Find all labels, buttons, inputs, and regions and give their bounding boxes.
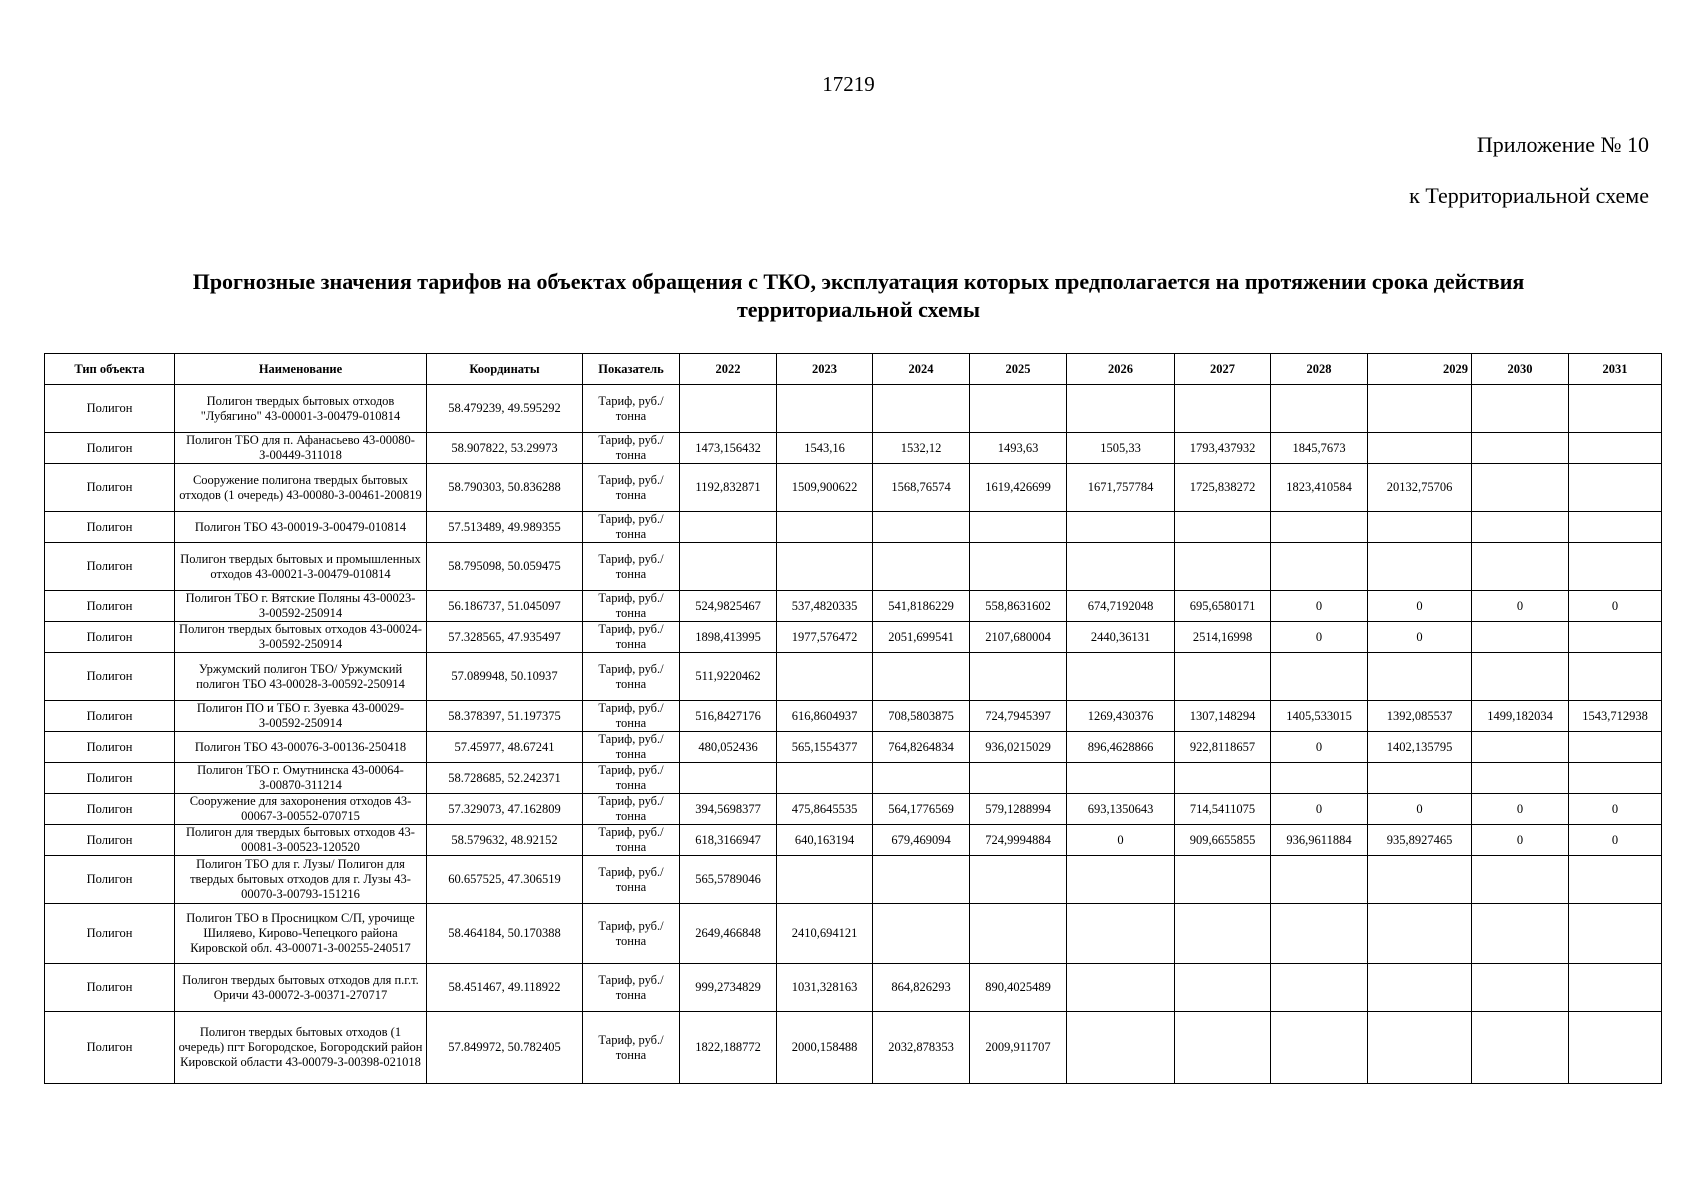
object-type-cell: Полигон — [45, 1012, 175, 1084]
tariff-value-cell — [873, 512, 970, 543]
tariff-value-cell: 2410,694121 — [777, 904, 873, 964]
object-name-cell: Полигон твердых бытовых отходов 43-00024-З-00592-250914 — [175, 622, 427, 653]
table-row — [45, 591, 1662, 622]
object-type-cell: Полигон — [45, 794, 175, 825]
tariff-value-cell: 1192,832871 — [680, 464, 777, 512]
coordinates-cell: 57.513489, 49.989355 — [427, 512, 583, 543]
tariff-value-cell — [1368, 763, 1472, 794]
tariff-value-cell — [1067, 856, 1175, 904]
tariff-value-cell: 0 — [1368, 794, 1472, 825]
tariff-value-cell — [1472, 543, 1569, 591]
appendix-subtitle: к Территориальной схеме — [1409, 183, 1649, 208]
coordinates-cell: 60.657525, 47.306519 — [427, 856, 583, 904]
tariff-value-cell: 618,3166947 — [680, 825, 777, 856]
object-name-cell: Полигон для твердых бытовых отходов 43-00081-З-00523-120520 — [175, 825, 427, 856]
metric-cell: Тариф, руб./тонна — [583, 591, 680, 622]
tariff-value-cell — [680, 385, 777, 433]
object-name-cell: Полигон твердых бытовых отходов для п.г.т. Оричи 43-00072-З-00371-270717 — [175, 964, 427, 1012]
tariff-value-cell: 1532,12 — [873, 433, 970, 464]
tariff-value-cell — [1368, 856, 1472, 904]
tariff-value-cell — [1067, 653, 1175, 701]
coordinates-cell: 58.451467, 49.118922 — [427, 964, 583, 1012]
tariff-value-cell — [1067, 385, 1175, 433]
table-row — [45, 1012, 1662, 1084]
tariff-value-cell: 2514,16998 — [1175, 622, 1271, 653]
tariff-value-cell — [1067, 964, 1175, 1012]
tariff-value-cell — [1368, 433, 1472, 464]
tariff-value-cell — [1271, 512, 1368, 543]
table-header-row — [45, 354, 1662, 385]
object-name-cell: Уржумский полигон ТБО/ Уржумский полигон ТБО 43-00028-З-00592-250914 — [175, 653, 427, 701]
tariff-value-cell: 1499,182034 — [1472, 701, 1569, 732]
tariff-value-cell — [1569, 543, 1662, 591]
object-name-cell: Полигон твердых бытовых отходов "Лубягино" 43-00001-З-00479-010814 — [175, 385, 427, 433]
column-header: Показатель — [583, 354, 680, 385]
tariff-value-cell — [1067, 1012, 1175, 1084]
coordinates-cell: 57.849972, 50.782405 — [427, 1012, 583, 1084]
object-type-cell: Полигон — [45, 653, 175, 701]
tariff-value-cell: 1505,33 — [1067, 433, 1175, 464]
metric-cell: Тариф, руб./тонна — [583, 732, 680, 763]
table-row — [45, 512, 1662, 543]
tariff-value-cell: 1898,413995 — [680, 622, 777, 653]
tariff-value-cell: 516,8427176 — [680, 701, 777, 732]
coordinates-cell: 57.089948, 50.10937 — [427, 653, 583, 701]
tariff-value-cell: 1269,430376 — [1067, 701, 1175, 732]
tariff-value-cell — [1175, 1012, 1271, 1084]
column-header: 2025 — [970, 354, 1067, 385]
coordinates-cell: 58.479239, 49.595292 — [427, 385, 583, 433]
table-row — [45, 433, 1662, 464]
metric-cell: Тариф, руб./тонна — [583, 653, 680, 701]
tariff-value-cell: 579,1288994 — [970, 794, 1067, 825]
tariff-value-cell: 524,9825467 — [680, 591, 777, 622]
object-type-cell: Полигон — [45, 543, 175, 591]
tariff-value-cell: 1977,576472 — [777, 622, 873, 653]
tariff-value-cell — [1569, 904, 1662, 964]
tariff-value-cell — [1175, 964, 1271, 1012]
tariff-value-cell: 864,826293 — [873, 964, 970, 1012]
tariff-value-cell — [1271, 856, 1368, 904]
object-name-cell: Полигон ПО и ТБО г. Зуевка 43-00029-З-00592-250914 — [175, 701, 427, 732]
tariff-value-cell: 922,8118657 — [1175, 732, 1271, 763]
object-name-cell: Полигон ТБО в Просницком С/П, урочище Шиляево, Кирово-Чепецкого района Кировской обл. 43-00071-З-00255-240517 — [175, 904, 427, 964]
metric-cell: Тариф, руб./тонна — [583, 701, 680, 732]
coordinates-cell: 58.790303, 50.836288 — [427, 464, 583, 512]
tariff-value-cell — [1569, 512, 1662, 543]
table-body — [45, 385, 1662, 1084]
metric-cell: Тариф, руб./тонна — [583, 794, 680, 825]
tariff-value-cell: 724,7945397 — [970, 701, 1067, 732]
object-type-cell: Полигон — [45, 825, 175, 856]
tariff-value-cell — [777, 653, 873, 701]
object-type-cell: Полигон — [45, 591, 175, 622]
tariff-value-cell — [1368, 653, 1472, 701]
tariff-value-cell — [1271, 385, 1368, 433]
object-name-cell: Полигон ТБО 43-00019-З-00479-010814 — [175, 512, 427, 543]
tariff-value-cell — [1472, 512, 1569, 543]
tariff-value-cell: 0 — [1368, 622, 1472, 653]
coordinates-cell: 57.328565, 47.935497 — [427, 622, 583, 653]
tariff-value-cell: 1473,156432 — [680, 433, 777, 464]
tariff-value-cell — [873, 653, 970, 701]
tariff-value-cell — [1569, 964, 1662, 1012]
tariff-value-cell: 936,9611884 — [1271, 825, 1368, 856]
tariff-value-cell — [1368, 1012, 1472, 1084]
object-name-cell: Сооружение полигона твердых бытовых отходов (1 очередь) 43-00080-З-00461-200819 — [175, 464, 427, 512]
coordinates-cell: 58.795098, 50.059475 — [427, 543, 583, 591]
tariff-value-cell: 0 — [1569, 591, 1662, 622]
tariff-value-cell — [1271, 763, 1368, 794]
tariff-value-cell — [1067, 904, 1175, 964]
metric-cell: Тариф, руб./тонна — [583, 1012, 680, 1084]
tariff-value-cell: 909,6655855 — [1175, 825, 1271, 856]
tariff-value-cell — [1175, 904, 1271, 964]
tariff-value-cell — [1472, 653, 1569, 701]
column-header: 2029 — [1368, 354, 1472, 385]
table-row — [45, 622, 1662, 653]
tariff-value-cell — [970, 653, 1067, 701]
tariff-value-cell: 0 — [1271, 732, 1368, 763]
tariff-value-cell: 564,1776569 — [873, 794, 970, 825]
tariff-value-cell — [1472, 732, 1569, 763]
tariff-value-cell — [1271, 1012, 1368, 1084]
object-name-cell: Полигон твердых бытовых и промышленных отходов 43-00021-З-00479-010814 — [175, 543, 427, 591]
tariff-value-cell — [970, 543, 1067, 591]
tariff-value-cell — [1067, 512, 1175, 543]
tariff-value-cell — [1472, 1012, 1569, 1084]
object-name-cell: Полигон ТБО г. Вятские Поляны 43-00023-З-00592-250914 — [175, 591, 427, 622]
tariff-value-cell: 1031,328163 — [777, 964, 873, 1012]
tariff-value-cell: 764,8264834 — [873, 732, 970, 763]
tariff-value-cell — [1368, 385, 1472, 433]
tariff-value-cell: 475,8645535 — [777, 794, 873, 825]
tariff-value-cell — [1175, 856, 1271, 904]
tariff-value-cell: 935,8927465 — [1368, 825, 1472, 856]
metric-cell: Тариф, руб./тонна — [583, 385, 680, 433]
metric-cell: Тариф, руб./тонна — [583, 433, 680, 464]
object-name-cell: Полигон ТБО 43-00076-З-00136-250418 — [175, 732, 427, 763]
coordinates-cell: 58.378397, 51.197375 — [427, 701, 583, 732]
table-row — [45, 794, 1662, 825]
tariff-value-cell: 537,4820335 — [777, 591, 873, 622]
tariff-value-cell — [1175, 653, 1271, 701]
tariff-value-cell — [1472, 385, 1569, 433]
tariff-value-cell: 0 — [1472, 591, 1569, 622]
tariff-value-cell: 541,8186229 — [873, 591, 970, 622]
tariff-value-cell: 693,1350643 — [1067, 794, 1175, 825]
table-row — [45, 964, 1662, 1012]
column-header: Наименование — [175, 354, 427, 385]
tariff-value-cell: 20132,75706 — [1368, 464, 1472, 512]
object-type-cell: Полигон — [45, 763, 175, 794]
tariff-value-cell: 2051,699541 — [873, 622, 970, 653]
tariff-value-cell: 480,052436 — [680, 732, 777, 763]
object-type-cell: Полигон — [45, 856, 175, 904]
tariff-value-cell — [1175, 385, 1271, 433]
table-row — [45, 464, 1662, 512]
tariff-value-cell — [1472, 904, 1569, 964]
tariff-value-cell: 565,5789046 — [680, 856, 777, 904]
tariff-value-cell — [970, 904, 1067, 964]
tariff-value-cell: 1402,135795 — [1368, 732, 1472, 763]
coordinates-cell: 57.329073, 47.162809 — [427, 794, 583, 825]
table-row — [45, 904, 1662, 964]
tariff-value-cell — [970, 856, 1067, 904]
tariff-value-cell: 0 — [1569, 825, 1662, 856]
column-header: 2024 — [873, 354, 970, 385]
tariff-value-cell: 0 — [1569, 794, 1662, 825]
tariff-value-cell — [777, 856, 873, 904]
tariff-value-cell — [777, 512, 873, 543]
tariff-value-cell: 1543,712938 — [1569, 701, 1662, 732]
tariff-value-cell — [1472, 433, 1569, 464]
metric-cell: Тариф, руб./тонна — [583, 856, 680, 904]
object-type-cell: Полигон — [45, 622, 175, 653]
tariff-value-cell — [1569, 856, 1662, 904]
column-header: Тип объекта — [45, 354, 175, 385]
tariff-value-cell — [1569, 433, 1662, 464]
tariff-value-cell: 640,163194 — [777, 825, 873, 856]
object-name-cell: Полигон твердых бытовых отходов (1 очередь) пгт Богородское, Богородский район Кировской области 43-00079-З-00398-021018 — [175, 1012, 427, 1084]
tariff-value-cell — [1569, 385, 1662, 433]
tariff-value-cell: 714,5411075 — [1175, 794, 1271, 825]
coordinates-cell: 56.186737, 51.045097 — [427, 591, 583, 622]
appendix-label: Приложение № 10 — [1476, 132, 1649, 157]
tariff-value-cell: 999,2734829 — [680, 964, 777, 1012]
object-type-cell: Полигон — [45, 385, 175, 433]
tariff-value-cell: 0 — [1271, 622, 1368, 653]
tariff-value-cell: 1793,437932 — [1175, 433, 1271, 464]
tariff-value-cell — [1472, 856, 1569, 904]
tariff-value-cell — [1067, 543, 1175, 591]
metric-cell: Тариф, руб./тонна — [583, 964, 680, 1012]
coordinates-cell: 57.45977, 48.67241 — [427, 732, 583, 763]
tariff-value-cell: 2440,36131 — [1067, 622, 1175, 653]
table-row — [45, 543, 1662, 591]
tariff-value-cell — [1368, 964, 1472, 1012]
coordinates-cell: 58.728685, 52.242371 — [427, 763, 583, 794]
tariff-value-cell: 1822,188772 — [680, 1012, 777, 1084]
tariff-value-cell: 0 — [1067, 825, 1175, 856]
table-row — [45, 825, 1662, 856]
tariff-value-cell — [1271, 543, 1368, 591]
tariff-value-cell: 616,8604937 — [777, 701, 873, 732]
tariff-value-cell: 0 — [1271, 591, 1368, 622]
tariff-value-cell: 1392,085537 — [1368, 701, 1472, 732]
table-row — [45, 653, 1662, 701]
tariff-value-cell: 2649,466848 — [680, 904, 777, 964]
tariff-value-cell — [1569, 732, 1662, 763]
tariff-value-cell: 1671,757784 — [1067, 464, 1175, 512]
tariff-value-cell: 896,4628866 — [1067, 732, 1175, 763]
tariff-value-cell: 695,6580171 — [1175, 591, 1271, 622]
tariff-value-cell — [1472, 464, 1569, 512]
tariff-value-cell: 936,0215029 — [970, 732, 1067, 763]
object-type-cell: Полигон — [45, 732, 175, 763]
tariff-value-cell: 0 — [1271, 794, 1368, 825]
tariff-value-cell: 1509,900622 — [777, 464, 873, 512]
document-title-line-2: территориальной схемы — [736, 297, 981, 322]
column-header: 2031 — [1569, 354, 1662, 385]
coordinates-cell: 58.579632, 48.92152 — [427, 825, 583, 856]
coordinates-cell: 58.464184, 50.170388 — [427, 904, 583, 964]
tariff-value-cell — [777, 543, 873, 591]
table-row — [45, 701, 1662, 732]
tariff-value-cell: 511,9220462 — [680, 653, 777, 701]
tariff-value-cell: 890,4025489 — [970, 964, 1067, 1012]
table-row — [45, 856, 1662, 904]
tariff-value-cell: 1307,148294 — [1175, 701, 1271, 732]
tariff-value-cell — [1271, 653, 1368, 701]
metric-cell: Тариф, руб./тонна — [583, 464, 680, 512]
tariff-value-cell — [680, 512, 777, 543]
metric-cell: Тариф, руб./тонна — [583, 512, 680, 543]
object-name-cell: Полигон ТБО для г. Лузы/ Полигон для твердых бытовых отходов для г. Лузы 43-00070-З-00793-151216 — [175, 856, 427, 904]
tariff-value-cell: 1725,838272 — [1175, 464, 1271, 512]
tariff-value-cell — [970, 763, 1067, 794]
tariff-table — [44, 353, 1662, 1084]
table-row — [45, 732, 1662, 763]
tariff-value-cell: 2000,158488 — [777, 1012, 873, 1084]
tariff-value-cell — [873, 543, 970, 591]
tariff-value-cell: 2032,878353 — [873, 1012, 970, 1084]
tariff-value-cell: 394,5698377 — [680, 794, 777, 825]
metric-cell: Тариф, руб./тонна — [583, 622, 680, 653]
tariff-value-cell — [1175, 543, 1271, 591]
tariff-value-cell: 558,8631602 — [970, 591, 1067, 622]
tariff-value-cell — [1569, 653, 1662, 701]
tariff-value-cell: 0 — [1368, 591, 1472, 622]
tariff-value-cell: 2107,680004 — [970, 622, 1067, 653]
tariff-value-cell: 679,469094 — [873, 825, 970, 856]
metric-cell: Тариф, руб./тонна — [583, 825, 680, 856]
tariff-value-cell — [873, 856, 970, 904]
document-title — [60, 268, 1657, 324]
object-type-cell: Полигон — [45, 701, 175, 732]
object-name-cell: Полигон ТБО для п. Афанасьево 43-00080-З-00449-311018 — [175, 433, 427, 464]
column-header: 2028 — [1271, 354, 1368, 385]
tariff-value-cell — [1368, 512, 1472, 543]
tariff-value-cell — [777, 385, 873, 433]
coordinates-cell: 58.907822, 53.29973 — [427, 433, 583, 464]
tariff-value-cell — [1569, 1012, 1662, 1084]
object-type-cell: Полигон — [45, 464, 175, 512]
object-name-cell: Полигон ТБО г. Омутнинска 43-00064-З-00870-311214 — [175, 763, 427, 794]
column-header: Координаты — [427, 354, 583, 385]
metric-cell: Тариф, руб./тонна — [583, 904, 680, 964]
tariff-value-cell — [680, 543, 777, 591]
tariff-value-cell: 724,9994884 — [970, 825, 1067, 856]
tariff-value-cell — [1368, 543, 1472, 591]
tariff-value-cell — [1067, 763, 1175, 794]
tariff-value-cell — [1472, 763, 1569, 794]
tariff-value-cell — [1569, 622, 1662, 653]
object-type-cell: Полигон — [45, 964, 175, 1012]
tariff-value-cell — [1175, 512, 1271, 543]
tariff-value-cell — [1472, 622, 1569, 653]
table-row — [45, 763, 1662, 794]
tariff-value-cell: 1568,76574 — [873, 464, 970, 512]
tariff-value-cell — [1472, 964, 1569, 1012]
object-name-cell: Сооружение для захоронения отходов 43-00067-З-00552-070715 — [175, 794, 427, 825]
object-type-cell: Полигон — [45, 512, 175, 543]
tariff-value-cell: 1845,7673 — [1271, 433, 1368, 464]
tariff-value-cell — [680, 763, 777, 794]
tariff-value-cell: 565,1554377 — [777, 732, 873, 763]
object-type-cell: Полигон — [45, 433, 175, 464]
tariff-value-cell: 2009,911707 — [970, 1012, 1067, 1084]
column-header: 2026 — [1067, 354, 1175, 385]
tariff-value-cell — [970, 385, 1067, 433]
tariff-value-cell — [970, 512, 1067, 543]
tariff-value-cell: 0 — [1472, 794, 1569, 825]
tariff-value-cell: 1823,410584 — [1271, 464, 1368, 512]
tariff-value-cell — [1368, 904, 1472, 964]
tariff-value-cell: 0 — [1472, 825, 1569, 856]
tariff-value-cell: 1619,426699 — [970, 464, 1067, 512]
column-header: 2027 — [1175, 354, 1271, 385]
column-header: 2022 — [680, 354, 777, 385]
tariff-value-cell — [873, 763, 970, 794]
tariff-value-cell: 1405,533015 — [1271, 701, 1368, 732]
tariff-value-cell: 674,7192048 — [1067, 591, 1175, 622]
column-header: 2023 — [777, 354, 873, 385]
tariff-value-cell — [1271, 964, 1368, 1012]
document-title-line-1: Прогнозные значения тарифов на объектах обращения с ТКО, эксплуатация которых предполагается на протяжении срока действия — [192, 269, 1525, 294]
tariff-value-cell — [1569, 464, 1662, 512]
metric-cell: Тариф, руб./тонна — [583, 543, 680, 591]
tariff-value-cell — [1569, 763, 1662, 794]
metric-cell: Тариф, руб./тонна — [583, 763, 680, 794]
table-row — [45, 385, 1662, 433]
tariff-value-cell — [777, 763, 873, 794]
page-number: 17219 — [822, 72, 875, 96]
tariff-value-cell: 1543,16 — [777, 433, 873, 464]
tariff-value-cell — [1175, 763, 1271, 794]
tariff-value-cell: 708,5803875 — [873, 701, 970, 732]
tariff-value-cell: 1493,63 — [970, 433, 1067, 464]
tariff-value-cell — [873, 904, 970, 964]
column-header: 2030 — [1472, 354, 1569, 385]
object-type-cell: Полигон — [45, 904, 175, 964]
tariff-value-cell — [1271, 904, 1368, 964]
tariff-value-cell — [873, 385, 970, 433]
